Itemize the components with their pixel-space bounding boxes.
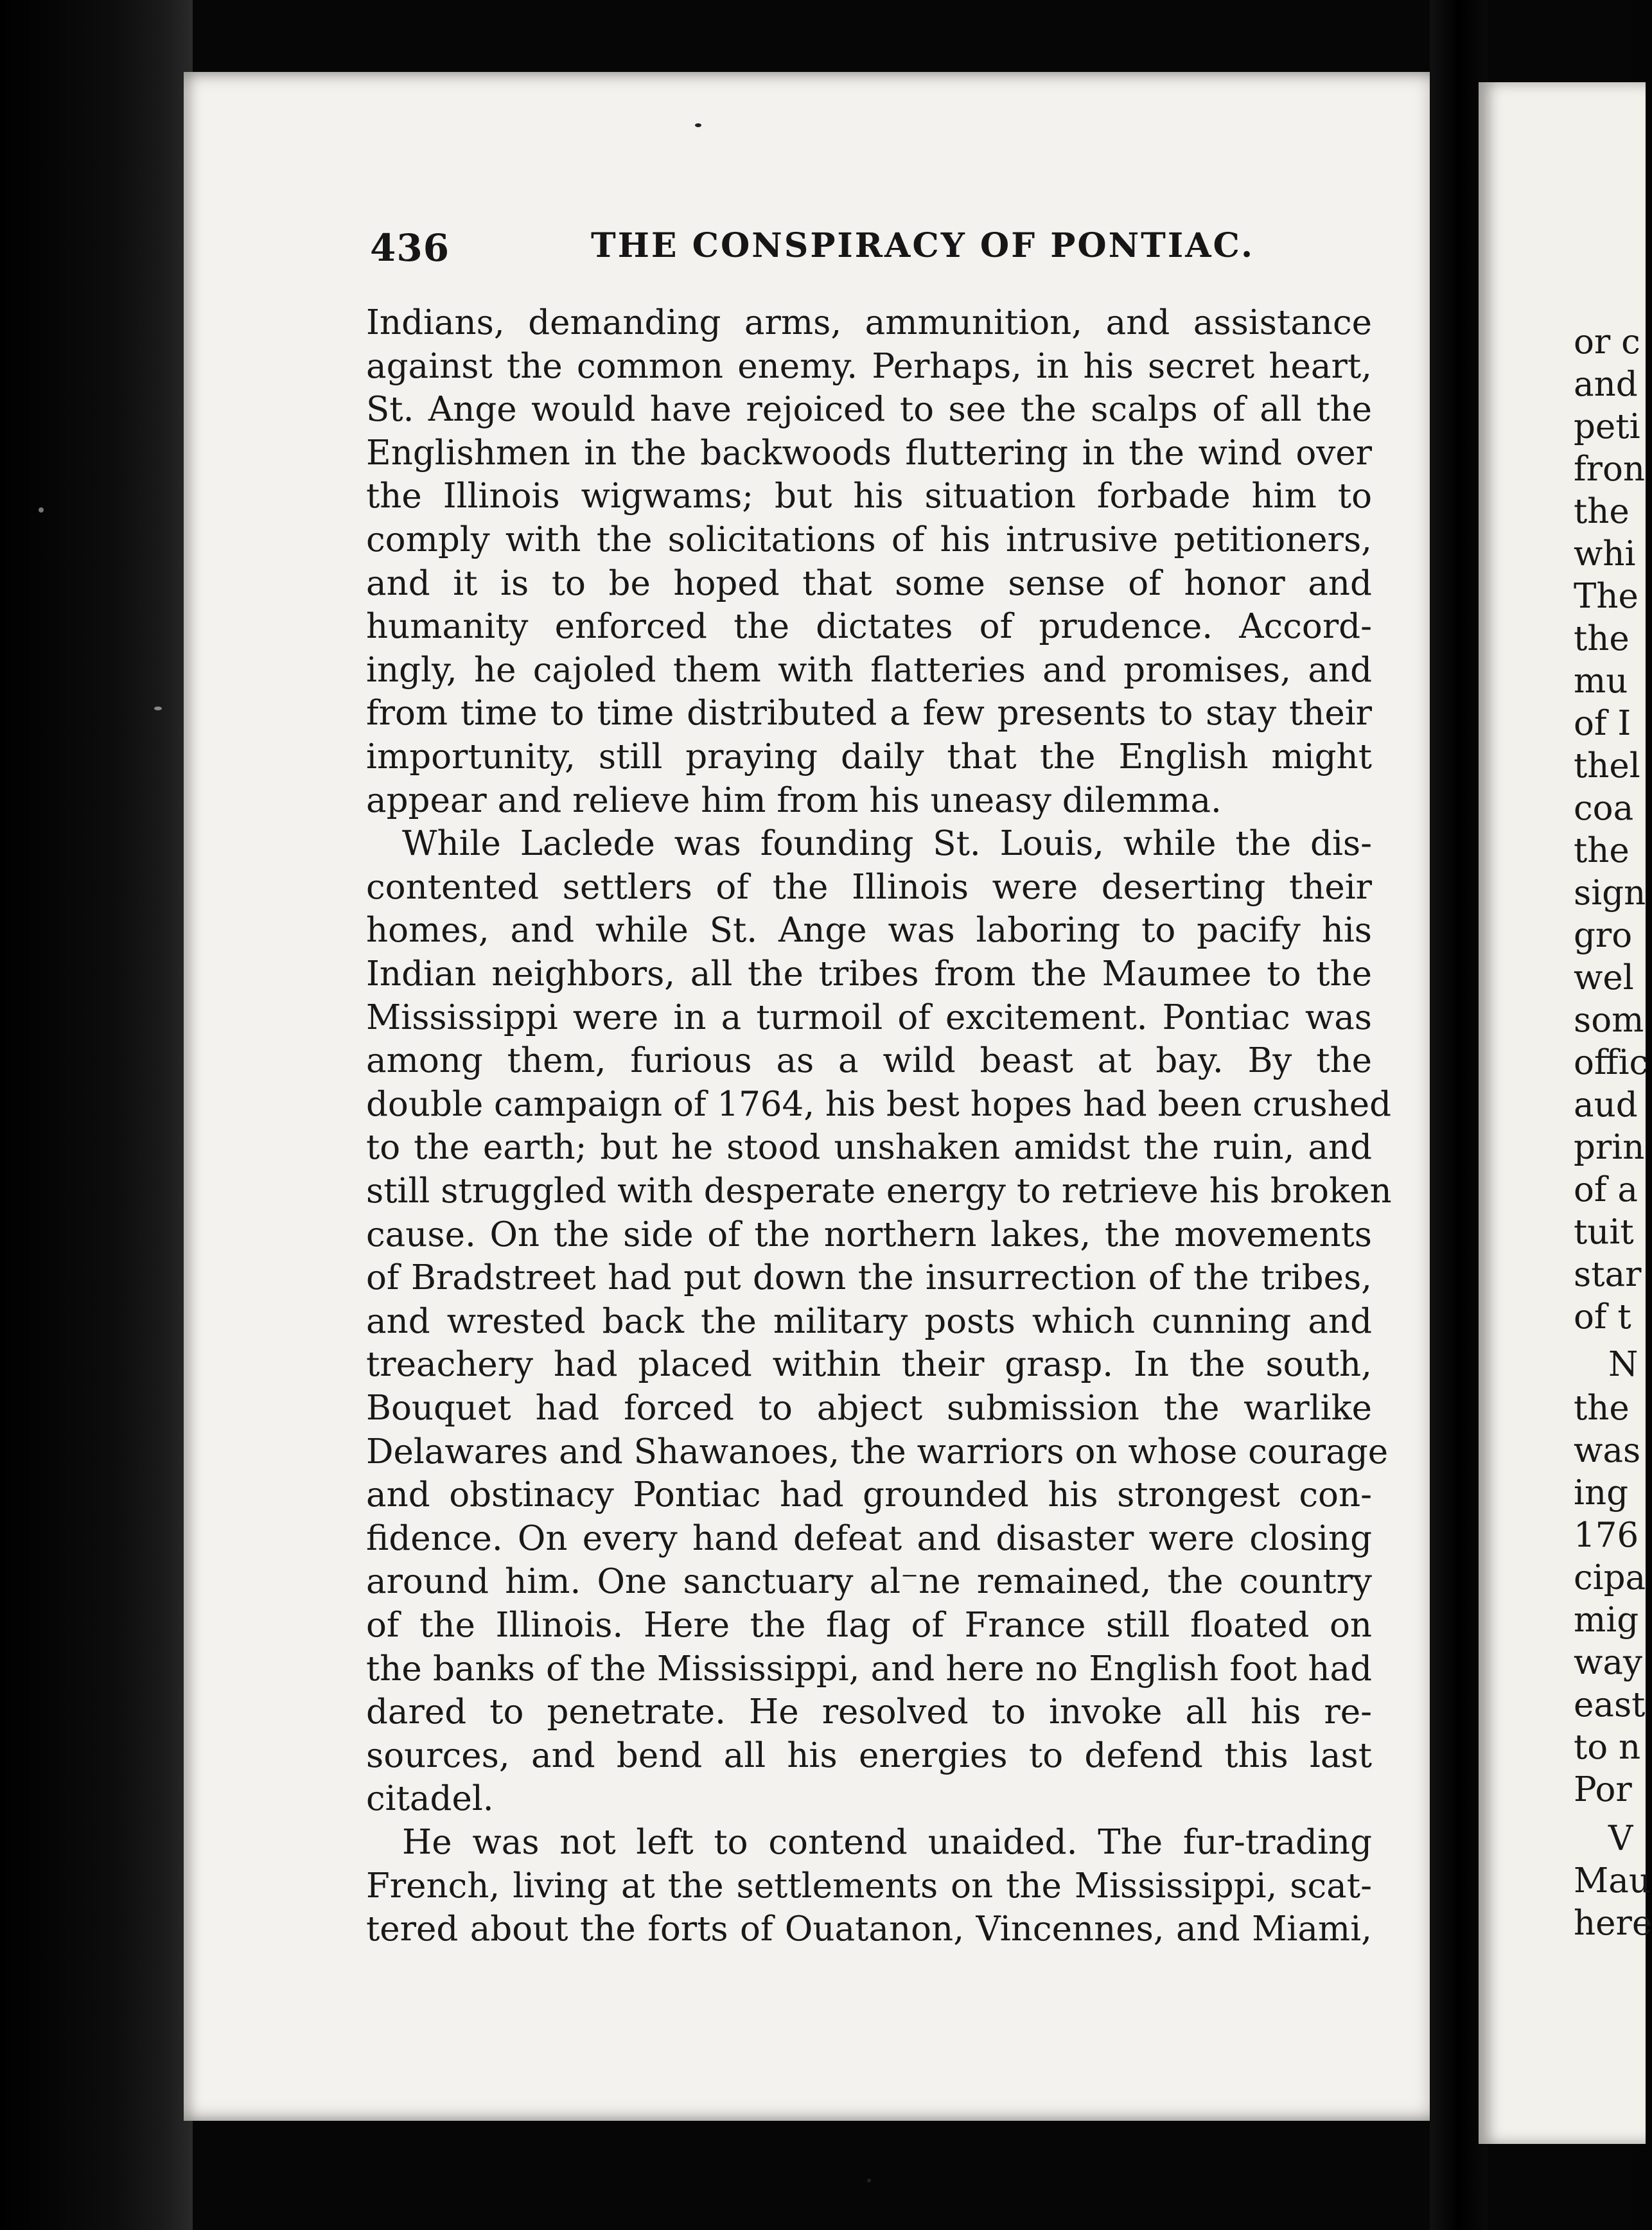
text-line: Bouquet had forced to abject submission the warlike bbox=[366, 1389, 1372, 1428]
text-line: Englishmen in the backwoods fluttering in the wind over bbox=[366, 434, 1372, 473]
text-line: among them, furious as a wild beast at bay. By the bbox=[366, 1041, 1372, 1080]
right-page-fragment: V bbox=[1608, 1819, 1633, 1858]
right-page-fragment: fron bbox=[1574, 450, 1645, 489]
right-page-fragment: ing bbox=[1574, 1473, 1629, 1513]
scan-speck bbox=[154, 707, 162, 710]
text-line: double campaign of 1764, his best hopes had been crushed bbox=[366, 1085, 1392, 1124]
page-number: 436 bbox=[370, 226, 450, 270]
right-page-fragment: of a bbox=[1574, 1170, 1638, 1209]
right-page-fragment: the bbox=[1574, 1389, 1630, 1428]
right-page-fragment: cipa bbox=[1574, 1558, 1646, 1597]
right-page-fragment: gro bbox=[1574, 916, 1633, 955]
right-page-fragment: sign bbox=[1574, 874, 1646, 913]
text-line: importunity, still praying daily that the English might bbox=[366, 737, 1372, 777]
right-page-fragment: Por bbox=[1574, 1770, 1632, 1809]
text-line: homes, and while St. Ange was laboring to pacify his bbox=[366, 911, 1372, 950]
right-page-fragment: peti bbox=[1574, 407, 1640, 446]
right-page-fragment: to n bbox=[1574, 1728, 1641, 1767]
right-page-fragment: tuit bbox=[1574, 1213, 1634, 1252]
right-page-fragment: mig bbox=[1574, 1601, 1639, 1640]
text-line: of the Illinois. Here the flag of France still floated on bbox=[366, 1606, 1372, 1645]
right-page-fragment: whi bbox=[1574, 534, 1636, 574]
right-page-fragment: prin bbox=[1574, 1128, 1645, 1167]
text-line: comply with the solicitations of his intrusive petitioners, bbox=[366, 520, 1372, 559]
text-line: around him. One sanctuary al⁻ne remained, the country bbox=[366, 1562, 1372, 1601]
text-line: the Illinois wigwams; but his situation forbade him to bbox=[366, 477, 1372, 516]
text-line: and wrested back the military posts which cunning and bbox=[366, 1302, 1372, 1341]
right-page-fragment: of I bbox=[1574, 704, 1631, 743]
right-page-fragment: offic bbox=[1574, 1043, 1649, 1082]
right-page-fragment: here bbox=[1574, 1904, 1652, 1943]
text-line: citadel. bbox=[366, 1779, 494, 1818]
right-page-fragment: som bbox=[1574, 1001, 1644, 1040]
right-page-fragment: star bbox=[1574, 1255, 1642, 1294]
text-line: from time to time distributed a few presents to stay their bbox=[366, 694, 1372, 733]
scan-speck bbox=[39, 507, 44, 513]
right-page-fragment: thel bbox=[1574, 746, 1640, 786]
right-page-fragment: mu bbox=[1574, 662, 1628, 701]
text-line: sources, and bend all his energies to defend this last bbox=[366, 1736, 1372, 1775]
text-line: of Bradstreet had put down the insurrection of the tribes, bbox=[366, 1258, 1372, 1297]
book-edge-shadow bbox=[0, 0, 193, 2230]
text-line: appear and relieve him from his uneasy dilemma. bbox=[366, 781, 1222, 820]
text-line: the banks of the Mississippi, and here no English foot had bbox=[366, 1649, 1372, 1689]
text-line: cause. On the side of the northern lakes, the movements bbox=[366, 1215, 1372, 1254]
right-page-fragment: coa bbox=[1574, 789, 1634, 828]
text-line: still struggled with desperate energy to retrieve his broken bbox=[366, 1172, 1392, 1211]
text-line: French, living at the settlements on the Mississippi, scat- bbox=[366, 1866, 1372, 1906]
right-page-fragment: wel bbox=[1574, 958, 1634, 997]
right-page-fragment: The bbox=[1574, 577, 1639, 616]
scan-speck bbox=[867, 2179, 871, 2182]
right-page-fragment: Mau bbox=[1574, 1861, 1651, 1901]
text-line: He was not left to contend unaided. The fur-trading bbox=[402, 1823, 1372, 1862]
running-head bbox=[370, 226, 1255, 277]
right-page-fragment: or c bbox=[1574, 322, 1640, 362]
text-line: and obstinacy Pontiac had grounded his strongest con- bbox=[366, 1475, 1372, 1514]
right-page-fragment: the bbox=[1574, 831, 1630, 870]
text-line: treachery had placed within their grasp. In the south, bbox=[366, 1345, 1372, 1384]
text-line: against the common enemy. Perhaps, in his secret heart, bbox=[366, 347, 1372, 386]
scan-speck bbox=[695, 123, 701, 127]
right-page-fragment: aud bbox=[1574, 1085, 1638, 1125]
right-page-fragment: was bbox=[1574, 1431, 1641, 1470]
right-page-fragment: east bbox=[1574, 1685, 1646, 1725]
text-line: Delawares and Shawanoes, the warriors on whose courage bbox=[366, 1432, 1389, 1471]
text-line: ingly, he cajoled them with flatteries and promises, and bbox=[366, 651, 1372, 690]
text-line: humanity enforced the dictates of prudence. Accord- bbox=[366, 607, 1372, 646]
text-line: dared to penetrate. He resolved to invoke all his re- bbox=[366, 1692, 1372, 1732]
right-page-fragment: way bbox=[1574, 1643, 1642, 1682]
right-page-fragment: the bbox=[1574, 492, 1630, 531]
right-page-fragment: and bbox=[1574, 365, 1638, 404]
text-line: contented settlers of the Illinois were deserting their bbox=[366, 868, 1372, 907]
text-line: Indians, demanding arms, ammunition, and assistance bbox=[366, 303, 1372, 342]
text-line: and it is to be hoped that some sense of honor and bbox=[366, 564, 1372, 603]
text-line: tered about the forts of Ouatanon, Vincennes, and Miami, bbox=[366, 1910, 1372, 1949]
text-line: St. Ange would have rejoiced to see the scalps of all the bbox=[366, 390, 1372, 429]
text-line: Indian neighbors, all the tribes from the Maumee to the bbox=[366, 954, 1372, 994]
text-line: While Laclede was founding St. Louis, while the dis- bbox=[402, 824, 1372, 863]
text-line: fidence. On every hand defeat and disaster were closing bbox=[366, 1519, 1372, 1558]
right-page-fragment: 176 bbox=[1574, 1516, 1639, 1555]
right-page-fragment: N bbox=[1608, 1345, 1639, 1384]
text-line: to the earth; but he stood unshaken amidst the ruin, and bbox=[366, 1128, 1372, 1167]
text-line: Mississippi were in a turmoil of excitement. Pontiac was bbox=[366, 998, 1372, 1037]
right-page-fragment: of t bbox=[1574, 1297, 1631, 1337]
right-page-fragment: the bbox=[1574, 619, 1630, 658]
running-title: THE CONSPIRACY OF PONTIAC. bbox=[591, 226, 1255, 265]
